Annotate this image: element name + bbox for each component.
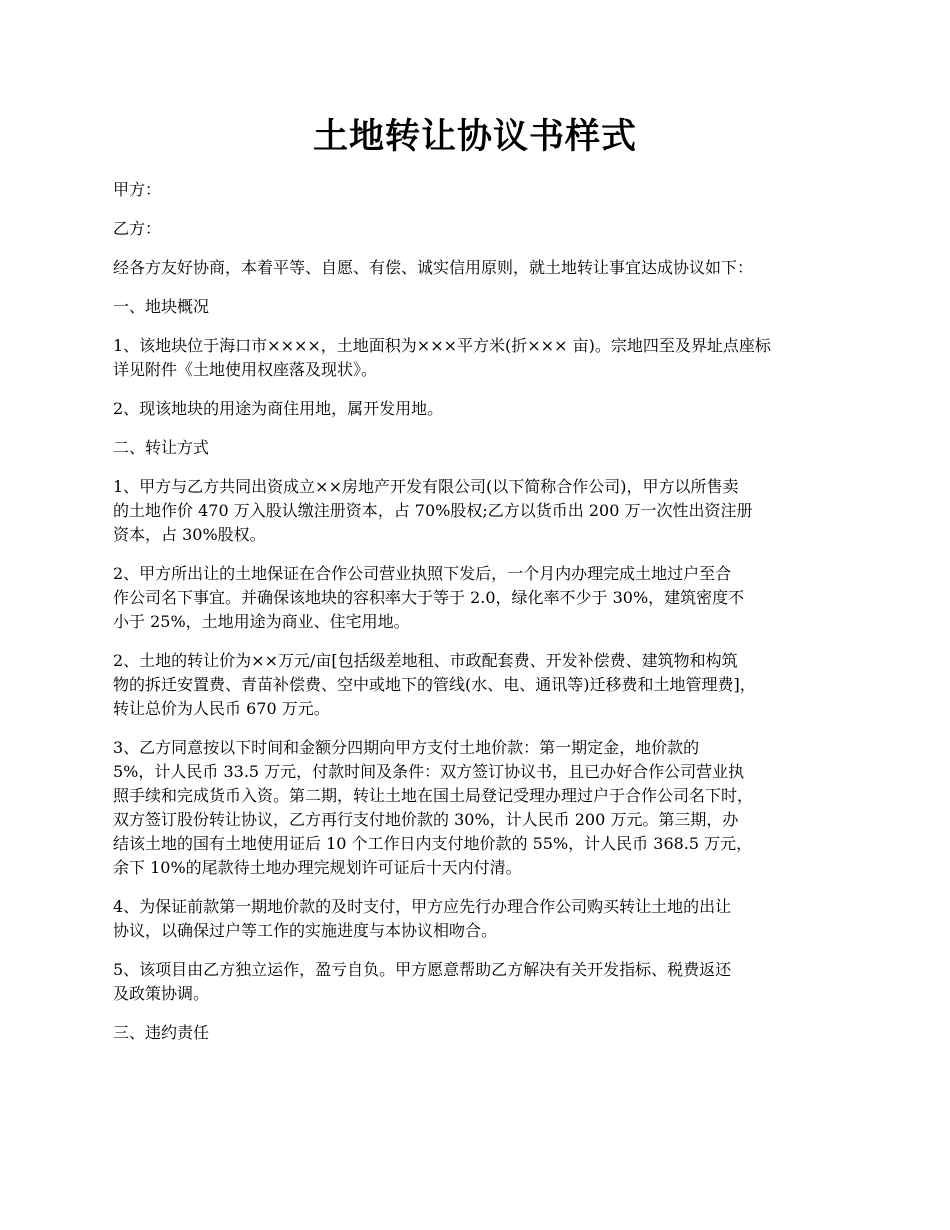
clause-paragraph: 4、为保证前款第一期地价款的及时支付，甲方应先行办理合作公司购买转让土地的出让 协议，以确保过户等工作的实施进度与本协议相吻合。 [113, 897, 732, 940]
clause-paragraph: 1、甲方与乙方共同出资成立××房地产开发有限公司(以下简称合作公司)，甲方以所售卖 的土地作价 470 万入股认缴注册资本，占 70%股权;乙方以货币出 200 万一次性出资注册 资本，占 30%股权。 [113, 477, 753, 544]
clause-paragraph: 2、现该地块的用途为商住用地，属开发用地。 [113, 399, 444, 418]
party-a-line: 甲方： [113, 180, 162, 199]
clause-paragraph: 3、乙方同意按以下时间和金额分四期向甲方支付土地价款：第一期定金，地价款的 5%，计人民币 33.5 万元，付款时间及条件：双方签订协议书，且已办好合作公司营业执 照手续和完成货币入资。第二期，转让土地在国土局登记受理办理过户于合作公司名下时， 双方签订股份转让协议，乙方再行支付地价款的 30%，计人民币 200 万元。第三期，办 结该土地的国有土地使用证后 10 个工作日内支付地价款的 55%，计人民币 368.5 万元， 余下 10%的尾款待土地办理完规划许可证后十天内付清。 [113, 738, 754, 877]
section-heading-1: 一、地块概况 [113, 297, 210, 316]
clause-paragraph: 2、土地的转让价为××万元/亩[包括级差地租、市政配套费、开发补偿费、建筑物和构筑 物的拆迁安置费、青苗补偿费、空中或地下的管线(水、电、通讯等)迁移费和土地管理费]， 转让总价为人民币 670 万元。 [113, 651, 756, 718]
clause-paragraph: 1、该地块位于海口市××××，土地面积为×××平方米(折××× 亩)。宗地四至及界址点座标 详见附件《土地使用权座落及现状》。 [113, 336, 771, 379]
preamble-paragraph: 经各方友好协商，本着平等、自愿、有偿、诚实信用原则，就土地转让事宜达成协议如下： [113, 258, 754, 277]
document-title: 土地转让协议书样式 [312, 116, 637, 157]
clause-paragraph: 5、该项目由乙方独立运作，盈亏自负。甲方愿意帮助乙方解决有关开发指标、税费返还 及政策协调。 [113, 960, 732, 1003]
section-heading-3: 三、违约责任 [113, 1023, 210, 1042]
section-heading-2: 二、转让方式 [113, 438, 210, 457]
party-b-line: 乙方： [113, 219, 162, 238]
document-body [113, 178, 853, 1060]
clause-paragraph: 2、甲方所出让的土地保证在合作公司营业执照下发后，一个月内办理完成土地过户至合 作公司名下事宜。并确保该地块的容积率大于等于 2.0，绿化率不少于 30%，建筑密度不 小于 25%，土地用途为商业、住宅用地。 [113, 564, 745, 631]
